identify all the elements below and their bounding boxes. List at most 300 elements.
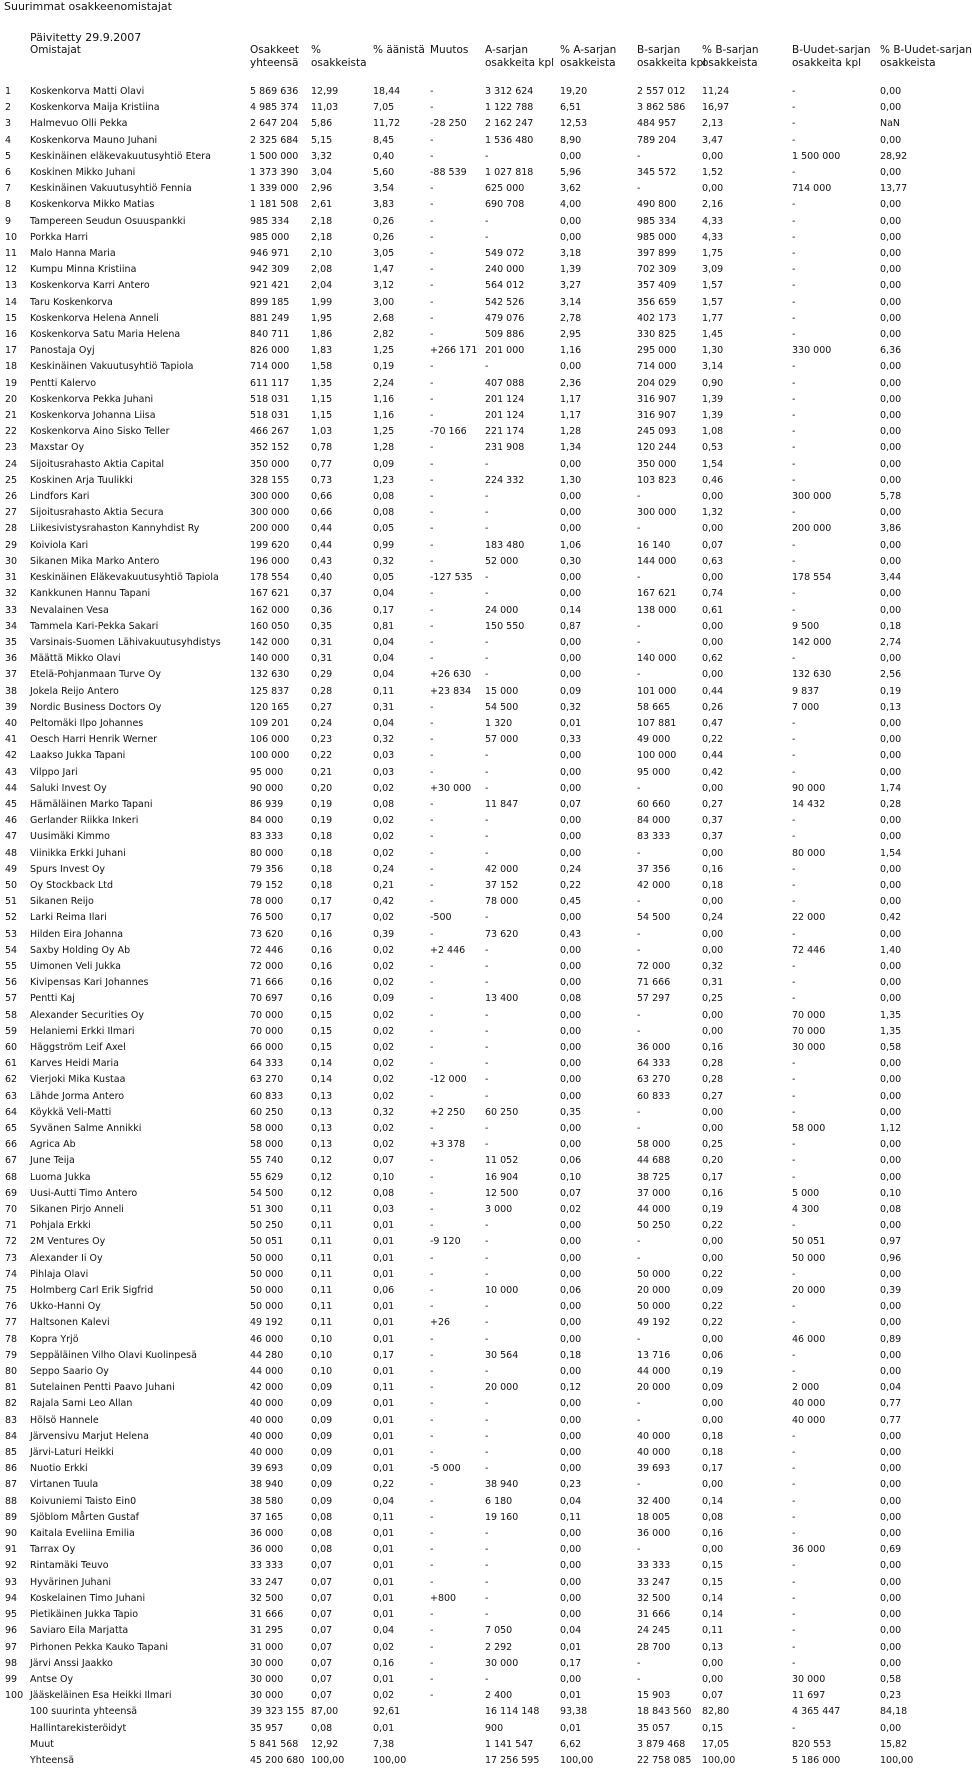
table-row xyxy=(0,1137,960,1153)
cell-b-series-count: 32 500 xyxy=(637,1592,671,1604)
cell-total-shares: 44 280 xyxy=(250,1349,284,1361)
cell-a-series-count: - xyxy=(485,491,489,503)
cell-change: - xyxy=(430,474,434,486)
cell-pct-shares: 0,40 xyxy=(311,572,333,584)
cell-bnew-series-pct: 0,00 xyxy=(880,928,902,940)
cell-a-series-pct: 0,07 xyxy=(560,1187,582,1199)
cell-bnew-series-count: - xyxy=(792,312,796,324)
cell-rank xyxy=(0,1721,30,1737)
cell-owner: Koskenkorva Maija Kristiina xyxy=(30,102,160,114)
cell-pct-votes: 0,04 xyxy=(373,588,395,600)
cell-rank: 90 xyxy=(5,1528,18,1540)
cell-owner: Hilden Eira Johanna xyxy=(30,928,124,940)
cell-bnew-series-pct: 0,00 xyxy=(880,750,902,762)
cell-rank: 91 xyxy=(5,1544,18,1556)
cell-bnew-series-pct: 0,89 xyxy=(880,1333,902,1345)
cell-b-series-count: 71 666 xyxy=(637,977,671,989)
cell-rank: 35 xyxy=(5,636,18,648)
cell-bnew-series-pct: 28,92 xyxy=(880,150,908,162)
column-header-line: B-sarjan xyxy=(637,44,681,56)
cell-total-shares: 71 666 xyxy=(250,977,284,989)
cell-bnew-series-count: - xyxy=(792,118,796,130)
cell-b-series-count: 20 000 xyxy=(637,1285,671,1297)
table-row xyxy=(0,927,960,943)
cell-owner: Koskenkorva Mauno Juhani xyxy=(30,134,158,146)
cell-b-series-pct: 0,00 xyxy=(702,1414,724,1426)
table-row xyxy=(0,1445,960,1461)
table-row xyxy=(0,878,960,894)
cell-change: +266 171 xyxy=(430,345,478,357)
cell-pct-votes: 0,01 xyxy=(373,1560,395,1572)
cell-change: - xyxy=(430,815,434,827)
cell-b-series-pct: 0,00 xyxy=(702,1544,724,1556)
cell-total-shares: 40 000 xyxy=(250,1414,284,1426)
cell-pct-shares: 0,78 xyxy=(311,442,333,454)
cell-total-shares: 58 000 xyxy=(250,1123,284,1134)
cell-bnew-series-pct: 0,00 xyxy=(880,296,902,308)
cell-rank: 63 xyxy=(5,1090,18,1102)
cell-pct-votes: 1,16 xyxy=(373,410,395,422)
document-title: Suurimmat osakkeenomistajat xyxy=(4,0,172,13)
cell-b-series-count: 245 093 xyxy=(637,426,677,438)
cell-bnew-series-count: - xyxy=(792,960,796,972)
column-header-line: osakkeita kpl xyxy=(792,56,862,69)
cell-bnew-series-count: - xyxy=(792,474,796,486)
cell-bnew-series-pct: 0,00 xyxy=(880,588,902,600)
cell-a-series-count: - xyxy=(485,1009,489,1021)
cell-rank: 32 xyxy=(5,588,18,600)
cell-bnew-series-pct: 0,10 xyxy=(880,1187,902,1199)
cell-a-series-pct: 0,01 xyxy=(560,1641,582,1653)
cell-rank: 44 xyxy=(5,782,18,794)
cell-a-series-pct: 0,00 xyxy=(560,1414,582,1426)
cell-total-shares: 714 000 xyxy=(250,361,290,373)
cell-b-series-count: 58 665 xyxy=(637,701,671,713)
cell-b-series-count: 72 000 xyxy=(637,960,671,972)
cell-owner: Hyvärinen Juhani xyxy=(30,1576,111,1588)
table-row xyxy=(0,165,960,181)
cell-rank xyxy=(0,1737,30,1753)
cell-b-series-count: 140 000 xyxy=(637,653,677,665)
cell-pct-shares: 0,07 xyxy=(311,1592,333,1604)
cell-total-shares: 142 000 xyxy=(250,636,290,648)
cell-a-series-pct: 5,96 xyxy=(560,167,582,179)
cell-pct-shares: 0,18 xyxy=(311,879,333,891)
cell-pct-votes: 0,02 xyxy=(373,944,395,956)
cell-a-series-pct: 0,10 xyxy=(560,1171,582,1183)
cell-b-series-count: 985 334 xyxy=(637,215,677,227)
cell-rank: 98 xyxy=(5,1657,18,1669)
cell-b-series-count: 357 409 xyxy=(637,280,677,292)
cell-b-series-pct: 0,22 xyxy=(702,734,724,746)
cell-a-series-pct: 0,00 xyxy=(560,960,582,972)
cell-b-series-count: - xyxy=(637,572,641,584)
cell-owner: Laakso Jukka Tapani xyxy=(30,750,126,762)
cell-b-series-pct: 0,22 xyxy=(702,1268,724,1280)
cell-bnew-series-count: - xyxy=(792,1447,796,1459)
cell-a-series-count: 38 940 xyxy=(485,1479,519,1491)
cell-owner: Oesch Harri Henrik Werner xyxy=(30,734,158,746)
cell-change: - xyxy=(430,491,434,503)
cell-bnew-series-pct: 0,00 xyxy=(880,361,902,373)
cell-change: - xyxy=(430,879,434,891)
cell-b-series-count: - xyxy=(637,944,641,956)
cell-bnew-series-pct: 0,00 xyxy=(880,653,902,665)
cell-pct-votes: 0,01 xyxy=(373,1333,395,1345)
cell-change: - xyxy=(430,928,434,940)
cell-rank xyxy=(0,1704,30,1720)
cell-b-series-pct: 0,15 xyxy=(702,1560,724,1572)
table-body xyxy=(0,84,960,1769)
cell-a-series-pct: 0,00 xyxy=(560,1058,582,1070)
cell-b-series-count: - xyxy=(637,1236,641,1248)
cell-total-shares: 55 629 xyxy=(250,1171,284,1183)
cell-rank: 73 xyxy=(5,1252,18,1264)
cell-total-shares: 30 000 xyxy=(250,1690,284,1702)
cell-rank: 79 xyxy=(5,1349,18,1361)
cell-a-series-count: 15 000 xyxy=(485,685,519,697)
cell-change: - xyxy=(430,1690,434,1702)
cell-total-shares: 51 300 xyxy=(250,1204,284,1216)
cell-pct-shares: 5,86 xyxy=(311,118,333,130)
cell-pct-votes: 0,11 xyxy=(373,1511,395,1523)
cell-a-series-pct: 0,00 xyxy=(560,215,582,227)
cell-b-series-count: 101 000 xyxy=(637,685,677,697)
column-header-owner xyxy=(30,44,250,84)
cell-pct-votes: 0,05 xyxy=(373,572,395,584)
column-header-line: osakkeita kpl xyxy=(637,56,707,69)
cell-bnew-series-count: 4 365 447 xyxy=(792,1706,841,1718)
column-header-b-series-count xyxy=(637,44,707,84)
table-row xyxy=(0,1299,960,1315)
cell-b-series-count: 83 333 xyxy=(637,831,671,843)
cell-pct-votes: 0,01 xyxy=(373,1592,395,1604)
cell-bnew-series-count: - xyxy=(792,199,796,211)
cell-change: +2 250 xyxy=(430,1106,466,1118)
cell-bnew-series-count: 1 500 000 xyxy=(792,150,841,162)
cell-a-series-count: - xyxy=(485,636,489,648)
column-header-line: osakkeita kpl xyxy=(485,56,555,69)
cell-owner: Porkka Harri xyxy=(30,231,89,243)
cell-total-shares: 50 250 xyxy=(250,1220,284,1232)
cell-owner: Nordic Business Doctors Oy xyxy=(30,701,162,713)
cell-b-series-count: 44 000 xyxy=(637,1366,671,1378)
cell-b-series-count: 138 000 xyxy=(637,604,677,616)
cell-a-series-pct: 0,00 xyxy=(560,831,582,843)
cell-b-series-count: 50 000 xyxy=(637,1268,671,1280)
column-header-line: B-Uudet-sarjan xyxy=(792,44,871,56)
cell-b-series-pct: 0,22 xyxy=(702,1317,724,1329)
cell-owner: Koskenkorva Aino Sisko Teller xyxy=(30,426,170,438)
cell-a-series-pct: 0,45 xyxy=(560,896,582,908)
cell-bnew-series-count: - xyxy=(792,393,796,405)
cell-bnew-series-count: 50 000 xyxy=(792,1252,826,1264)
cell-bnew-series-count: - xyxy=(792,442,796,454)
cell-b-series-pct: 0,16 xyxy=(702,863,724,875)
cell-change: - xyxy=(430,1641,434,1653)
cell-owner: Spurs Invest Oy xyxy=(30,863,106,875)
cell-b-series-count: 397 899 xyxy=(637,248,677,260)
cell-change: - xyxy=(430,1657,434,1669)
cell-change: - xyxy=(430,847,434,859)
cell-b-series-pct: 1,57 xyxy=(702,296,724,308)
cell-a-series-count: 201 124 xyxy=(485,410,525,422)
cell-bnew-series-count: - xyxy=(792,102,796,114)
cell-pct-shares: 1,58 xyxy=(311,361,333,373)
cell-a-series-pct: 0,00 xyxy=(560,1317,582,1329)
cell-b-series-count: 15 903 xyxy=(637,1690,671,1702)
cell-pct-shares: 0,10 xyxy=(311,1366,333,1378)
cell-bnew-series-pct: 0,00 xyxy=(880,1349,902,1361)
cell-change: - xyxy=(430,1123,434,1134)
cell-owner: June Teija xyxy=(30,1155,75,1167)
cell-owner: Sikanen Pirjo Anneli xyxy=(30,1204,124,1216)
cell-total-shares: 120 165 xyxy=(250,701,290,713)
cell-pct-shares: 0,31 xyxy=(311,636,333,648)
cell-total-shares: 350 000 xyxy=(250,458,290,470)
cell-pct-shares: 0,09 xyxy=(311,1463,333,1475)
cell-total-shares: 70 000 xyxy=(250,1009,284,1021)
cell-bnew-series-pct: 0,58 xyxy=(880,1041,902,1053)
cell-rank: 1 xyxy=(5,86,12,97)
cell-a-series-pct: 0,00 xyxy=(560,977,582,989)
cell-total-shares: 881 249 xyxy=(250,312,290,324)
cell-bnew-series-pct: 0,00 xyxy=(880,86,902,97)
cell-b-series-count: 49 000 xyxy=(637,734,671,746)
table-row xyxy=(0,570,960,586)
table-row xyxy=(0,1056,960,1072)
cell-a-series-count: 7 050 xyxy=(485,1625,513,1637)
cell-total-shares: 39 323 155 xyxy=(250,1706,305,1718)
cell-pct-shares: 0,19 xyxy=(311,815,333,827)
cell-pct-shares: 0,09 xyxy=(311,1495,333,1507)
cell-bnew-series-count: - xyxy=(792,280,796,292)
table-row xyxy=(0,667,960,683)
cell-change: - xyxy=(430,231,434,243)
cell-b-series-pct: 0,14 xyxy=(702,1495,724,1507)
cell-change: - xyxy=(430,361,434,373)
cell-change: - xyxy=(430,701,434,713)
cell-b-series-pct: 0,32 xyxy=(702,960,724,972)
cell-change: - xyxy=(430,960,434,972)
cell-rank: 7 xyxy=(5,183,12,195)
table-row xyxy=(0,376,960,392)
cell-pct-votes: 0,08 xyxy=(373,1187,395,1199)
cell-owner: Karves Heidi Maria xyxy=(30,1058,119,1070)
cell-a-series-pct: 0,08 xyxy=(560,993,582,1005)
cell-total-shares: 1 339 000 xyxy=(250,183,299,195)
cell-change: - xyxy=(430,1576,434,1588)
cell-pct-shares: 0,24 xyxy=(311,717,333,729)
cell-pct-shares: 0,14 xyxy=(311,1074,333,1086)
cell-a-series-pct: 0,00 xyxy=(560,1366,582,1378)
cell-pct-votes: 0,21 xyxy=(373,879,395,891)
cell-bnew-series-pct: 0,00 xyxy=(880,1366,902,1378)
cell-a-series-pct: 0,00 xyxy=(560,1236,582,1248)
cell-a-series-pct: 0,00 xyxy=(560,588,582,600)
cell-a-series-count: 150 550 xyxy=(485,620,525,632)
cell-b-series-count: - xyxy=(637,183,641,195)
cell-owner: Panostaja Oyj xyxy=(30,345,95,357)
cell-bnew-series-pct: 0,00 xyxy=(880,199,902,211)
cell-bnew-series-pct: 0,00 xyxy=(880,377,902,389)
cell-change: - xyxy=(430,636,434,648)
cell-pct-shares: 87,00 xyxy=(311,1706,339,1718)
cell-owner: Liikesivistysrahaston Kannyhdist Ry xyxy=(30,523,200,535)
cell-owner: Järvensivu Marjut Helena xyxy=(30,1430,149,1442)
cell-pct-votes: 0,02 xyxy=(373,1009,395,1021)
cell-bnew-series-pct: 100,00 xyxy=(880,1754,914,1766)
table-row xyxy=(0,846,960,862)
cell-total-shares: 160 050 xyxy=(250,620,290,632)
cell-pct-votes: 0,02 xyxy=(373,831,395,843)
table-row xyxy=(0,1477,960,1493)
table-row xyxy=(0,230,960,246)
cell-total-shares: 84 000 xyxy=(250,815,284,827)
cell-pct-shares: 1,83 xyxy=(311,345,333,357)
cell-change: - xyxy=(430,248,434,260)
column-header-line: osakkeista xyxy=(880,56,936,69)
cell-pct-votes: 0,04 xyxy=(373,669,395,681)
cell-owner: Pietikäinen Jukka Tapio xyxy=(30,1609,139,1621)
cell-owner: Kankkunen Hannu Tapani xyxy=(30,588,151,600)
table-row xyxy=(0,1429,960,1445)
cell-rank: 24 xyxy=(5,458,18,470)
cell-owner: 100 suurinta yhteensä xyxy=(30,1706,138,1718)
cell-change: - xyxy=(430,1609,434,1621)
cell-b-series-count: 702 309 xyxy=(637,264,677,276)
cell-owner: Koskelainen Timo Juhani xyxy=(30,1592,146,1604)
cell-rank: 3 xyxy=(5,118,12,130)
cell-bnew-series-count: - xyxy=(792,977,796,989)
cell-a-series-count: 900 xyxy=(485,1722,504,1734)
cell-owner: Seppäläinen Vilho Olavi Kuolinpesä xyxy=(30,1349,197,1361)
cell-pct-votes: 0,40 xyxy=(373,150,395,162)
cell-bnew-series-pct: 0,23 xyxy=(880,1690,902,1702)
cell-change: - xyxy=(430,1171,434,1183)
cell-rank: 18 xyxy=(5,361,18,373)
cell-rank: 62 xyxy=(5,1074,18,1086)
cell-b-series-pct: 0,00 xyxy=(702,1657,724,1669)
cell-b-series-count: 330 825 xyxy=(637,329,677,341)
cell-a-series-count: - xyxy=(485,1074,489,1086)
cell-a-series-pct: 0,01 xyxy=(560,717,582,729)
cell-a-series-count: - xyxy=(485,1139,489,1151)
cell-change: - xyxy=(430,507,434,519)
cell-b-series-pct: 11,24 xyxy=(702,86,730,97)
cell-bnew-series-count: 40 000 xyxy=(792,1398,826,1410)
table-row xyxy=(0,1413,960,1429)
table-row xyxy=(0,1202,960,1218)
cell-a-series-pct: 0,24 xyxy=(560,863,582,875)
cell-owner: Lindfors Kari xyxy=(30,491,90,503)
cell-a-series-count: 11 847 xyxy=(485,798,519,810)
cell-bnew-series-pct: 0,19 xyxy=(880,685,902,697)
cell-pct-votes: 0,11 xyxy=(373,685,395,697)
cell-pct-shares: 0,07 xyxy=(311,1690,333,1702)
column-header-line: % B-sarjan xyxy=(702,44,759,56)
cell-b-series-pct: 0,08 xyxy=(702,1511,724,1523)
cell-rank: 8 xyxy=(5,199,12,211)
cell-a-series-pct: 0,07 xyxy=(560,798,582,810)
cell-bnew-series-count: 714 000 xyxy=(792,183,832,195)
cell-b-series-pct: 0,44 xyxy=(702,750,724,762)
cell-pct-votes: 0,04 xyxy=(373,636,395,648)
cell-b-series-pct: 0,22 xyxy=(702,1301,724,1313)
cell-pct-votes: 3,05 xyxy=(373,248,395,260)
cell-bnew-series-count: - xyxy=(792,831,796,843)
cell-bnew-series-pct: 0,00 xyxy=(880,264,902,276)
cell-change: - xyxy=(430,442,434,454)
cell-pct-shares: 0,09 xyxy=(311,1447,333,1459)
cell-pct-shares: 0,11 xyxy=(311,1268,333,1280)
cell-bnew-series-pct: 0,00 xyxy=(880,1511,902,1523)
cell-owner: Kaitala Eveliina Emilia xyxy=(30,1528,135,1540)
cell-total-shares: 32 500 xyxy=(250,1592,284,1604)
cell-b-series-pct: 0,15 xyxy=(702,1576,724,1588)
cell-owner: Lähde Jorma Antero xyxy=(30,1090,125,1102)
cell-b-series-pct: 0,00 xyxy=(702,944,724,956)
cell-b-series-pct: 3,09 xyxy=(702,264,724,276)
cell-rank: 74 xyxy=(5,1268,18,1280)
table-row xyxy=(0,457,960,473)
cell-rank: 6 xyxy=(5,167,12,179)
cell-bnew-series-count: - xyxy=(792,1511,796,1523)
cell-bnew-series-count: - xyxy=(792,1495,796,1507)
table-row xyxy=(0,1186,960,1202)
cell-owner: Oy Stockback Ltd xyxy=(30,879,114,891)
cell-owner: Vierjoki Mika Kustaa xyxy=(30,1074,126,1086)
cell-bnew-series-count: - xyxy=(792,1074,796,1086)
cell-rank: 85 xyxy=(5,1447,18,1459)
cell-total-shares: 72 000 xyxy=(250,960,284,972)
cell-change: - xyxy=(430,280,434,292)
cell-b-series-count: - xyxy=(637,1123,641,1134)
header-rank xyxy=(0,44,30,84)
cell-rank: 14 xyxy=(5,296,18,308)
cell-b-series-count: 18 005 xyxy=(637,1511,671,1523)
cell-owner: Keskinäinen Vakuutusyhtiö Fennia xyxy=(30,183,192,195)
cell-a-series-count: - xyxy=(485,1592,489,1604)
cell-pct-votes: 0,01 xyxy=(373,1528,395,1540)
cell-bnew-series-count: 30 000 xyxy=(792,1673,826,1685)
cell-a-series-count: - xyxy=(485,1220,489,1232)
cell-change: - xyxy=(430,1673,434,1685)
cell-bnew-series-count: - xyxy=(792,1139,796,1151)
cell-a-series-count: - xyxy=(485,782,489,794)
cell-a-series-count: 11 052 xyxy=(485,1155,519,1167)
cell-b-series-pct: 0,00 xyxy=(702,1236,724,1248)
cell-pct-votes: 0,01 xyxy=(373,1301,395,1313)
cell-b-series-pct: 3,14 xyxy=(702,361,724,373)
cell-a-series-count: - xyxy=(485,912,489,924)
cell-pct-votes: 5,60 xyxy=(373,167,395,179)
cell-b-series-pct: 100,00 xyxy=(702,1754,736,1766)
cell-b-series-pct: 1,45 xyxy=(702,329,724,341)
cell-b-series-count: - xyxy=(637,1673,641,1685)
cell-b-series-count: 64 333 xyxy=(637,1058,671,1070)
cell-a-series-pct: 0,00 xyxy=(560,1041,582,1053)
cell-bnew-series-pct: 0,00 xyxy=(880,960,902,972)
cell-total-shares: 40 000 xyxy=(250,1430,284,1442)
cell-change: - xyxy=(430,1366,434,1378)
cell-owner: Larki Reima Ilari xyxy=(30,912,107,924)
cell-rank: 37 xyxy=(5,669,18,681)
cell-rank: 16 xyxy=(5,329,18,341)
cell-a-series-pct: 0,00 xyxy=(560,653,582,665)
cell-b-series-pct: 0,16 xyxy=(702,1041,724,1053)
cell-b-series-pct: 2,13 xyxy=(702,118,724,130)
